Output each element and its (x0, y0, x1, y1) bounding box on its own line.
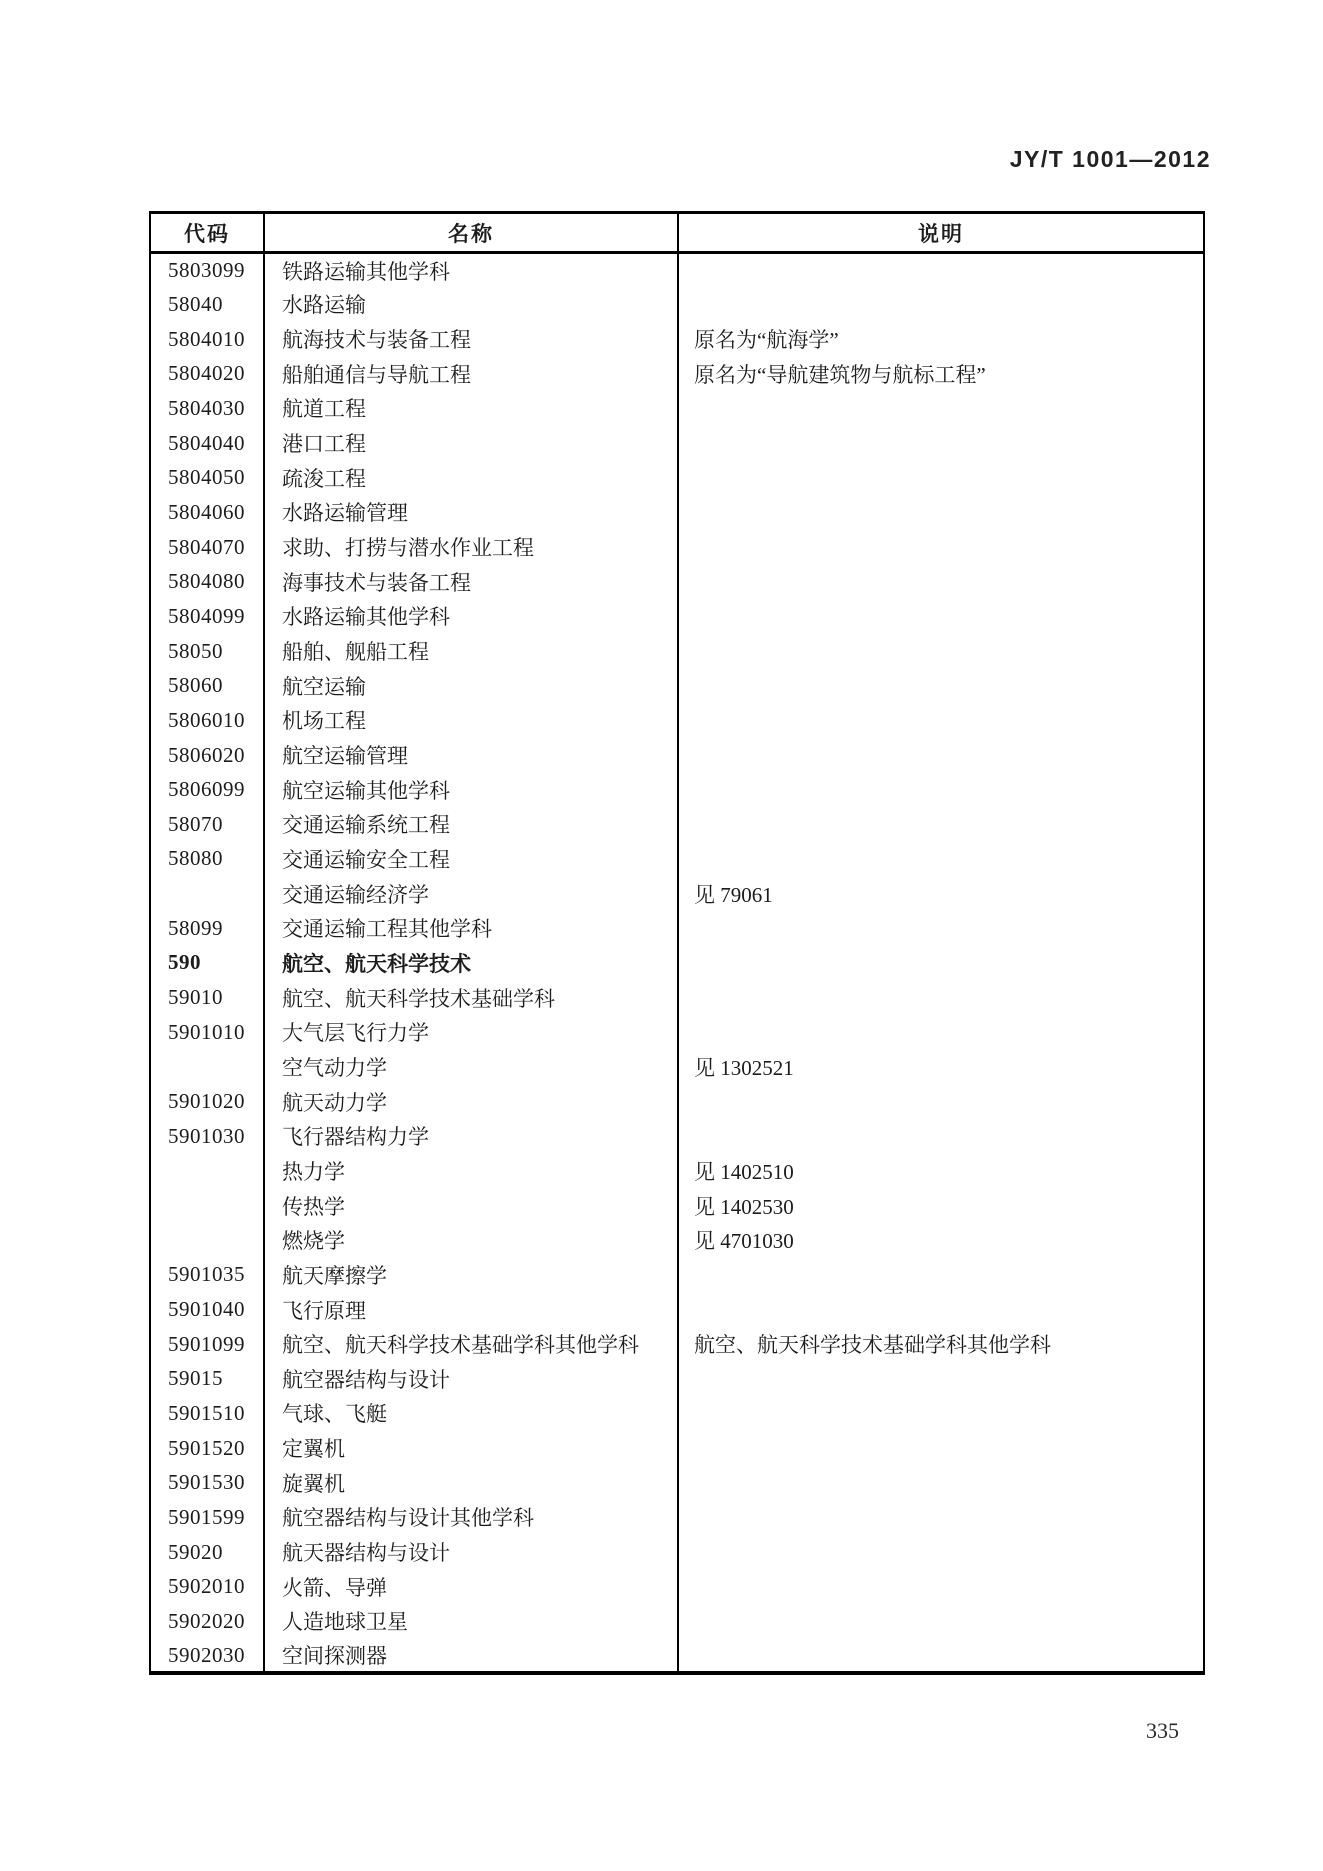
name-cell: 空间探测器 (264, 1639, 678, 1674)
name-cell: 传热学 (264, 1188, 678, 1223)
table-row (150, 703, 1204, 738)
note-cell (678, 1604, 1204, 1639)
name-cell: 航天摩擦学 (264, 1258, 678, 1293)
code-cell: 5804060 (168, 499, 245, 524)
note-cell (678, 1431, 1204, 1466)
name-cell: 航天动力学 (264, 1084, 678, 1119)
note-cell (678, 1465, 1204, 1500)
table-row (150, 1154, 1204, 1189)
name-cell: 航空器结构与设计其他学科 (264, 1500, 678, 1535)
table-row (150, 876, 1204, 911)
name-cell: 热力学 (264, 1154, 678, 1189)
note-cell (678, 599, 1204, 634)
code-cell: 59010 (168, 985, 223, 1010)
code-cell: 590 (168, 950, 201, 975)
code-cell: 5901530 (168, 1470, 245, 1495)
table-row (150, 530, 1204, 565)
name-cell: 航空运输管理 (264, 738, 678, 773)
table-row (150, 322, 1204, 357)
name-cell: 航空器结构与设计 (264, 1362, 678, 1397)
name-cell: 港口工程 (264, 426, 678, 461)
note-cell (678, 738, 1204, 773)
table-row (150, 911, 1204, 946)
name-cell: 大气层飞行力学 (264, 1015, 678, 1050)
name-cell: 人造地球卫星 (264, 1604, 678, 1639)
code-cell: 5901599 (168, 1504, 245, 1529)
name-cell: 水路运输 (264, 287, 678, 322)
table-row (150, 1604, 1204, 1639)
note-cell (678, 703, 1204, 738)
note-cell: 原名为“导航建筑物与航标工程” (678, 356, 1204, 391)
code-cell (150, 876, 264, 911)
note-cell: 见 1302521 (678, 1050, 1204, 1085)
name-cell: 机场工程 (264, 703, 678, 738)
name-cell: 飞行原理 (264, 1292, 678, 1327)
note-cell (678, 1258, 1204, 1293)
code-cell: 5804099 (168, 603, 245, 628)
note-cell (678, 1292, 1204, 1327)
table-row (150, 1465, 1204, 1500)
note-cell (678, 772, 1204, 807)
code-cell: 5902010 (168, 1574, 245, 1599)
table-row (150, 599, 1204, 634)
note-cell (678, 1119, 1204, 1154)
table-row (150, 1119, 1204, 1154)
table-row (150, 495, 1204, 530)
name-cell: 航海技术与装备工程 (264, 322, 678, 357)
code-cell: 58080 (168, 846, 223, 871)
table-row (150, 980, 1204, 1015)
code-cell: 58060 (168, 673, 223, 698)
name-cell: 海事技术与装备工程 (264, 564, 678, 599)
table-row (150, 634, 1204, 669)
code-cell (150, 1188, 264, 1223)
table-row (150, 1258, 1204, 1293)
table-row (150, 1084, 1204, 1119)
code-cell: 5804030 (168, 395, 245, 420)
note-cell (678, 391, 1204, 426)
code-cell: 5901030 (168, 1123, 245, 1148)
note-cell: 见 4701030 (678, 1223, 1204, 1258)
note-cell: 航空、航天科学技术基础学科其他学科 (678, 1327, 1204, 1362)
code-cell: 5803099 (168, 258, 245, 283)
col-header-note: 说明 (678, 213, 1204, 253)
table-row (150, 1639, 1204, 1674)
code-cell: 5901020 (168, 1089, 245, 1114)
note-cell (678, 1500, 1204, 1535)
table-row (150, 1223, 1204, 1258)
code-cell: 5902020 (168, 1608, 245, 1633)
name-cell: 船舶、舰船工程 (264, 634, 678, 669)
name-cell: 气球、飞艇 (264, 1396, 678, 1431)
table-body (150, 253, 1204, 1674)
name-cell: 航空运输 (264, 668, 678, 703)
name-cell: 交通运输系统工程 (264, 807, 678, 842)
table-row (150, 1292, 1204, 1327)
note-cell (678, 564, 1204, 599)
table-row (150, 668, 1204, 703)
code-cell: 58050 (168, 638, 223, 663)
name-cell: 飞行器结构力学 (264, 1119, 678, 1154)
table-row (150, 1396, 1204, 1431)
note-cell (678, 253, 1204, 288)
name-cell: 交通运输安全工程 (264, 842, 678, 877)
name-cell: 船舶通信与导航工程 (264, 356, 678, 391)
note-cell (678, 1396, 1204, 1431)
col-header-code: 代码 (150, 213, 264, 253)
note-cell (678, 842, 1204, 877)
code-cell: 5806020 (168, 742, 245, 767)
note-cell (678, 946, 1204, 981)
name-cell: 航空运输其他学科 (264, 772, 678, 807)
code-cell (150, 1050, 264, 1085)
name-cell: 旋翼机 (264, 1465, 678, 1500)
code-cell: 5806010 (168, 707, 245, 732)
code-cell: 58099 (168, 915, 223, 940)
page-number: 335 (1146, 1718, 1179, 1743)
name-cell: 水路运输其他学科 (264, 599, 678, 634)
name-cell: 航空、航天科学技术 (264, 946, 678, 981)
code-cell: 5804040 (168, 430, 245, 455)
name-cell: 燃烧学 (264, 1223, 678, 1258)
note-cell (678, 1084, 1204, 1119)
table-row (150, 772, 1204, 807)
name-cell: 航天器结构与设计 (264, 1535, 678, 1570)
code-cell: 5806099 (168, 777, 245, 802)
name-cell: 定翼机 (264, 1431, 678, 1466)
table-row (150, 807, 1204, 842)
table-row (150, 1431, 1204, 1466)
note-cell (678, 1362, 1204, 1397)
code-cell: 58040 (168, 291, 223, 316)
table-row (150, 356, 1204, 391)
code-cell: 5901099 (168, 1331, 245, 1356)
table-row (150, 842, 1204, 877)
name-cell: 航空、航天科学技术基础学科 (264, 980, 678, 1015)
table-row (150, 1362, 1204, 1397)
code-cell: 5901035 (168, 1262, 245, 1287)
code-cell (150, 1223, 264, 1258)
code-cell: 5901510 (168, 1400, 245, 1425)
code-cell: 5804080 (168, 569, 245, 594)
table-row (150, 253, 1204, 288)
name-cell: 交通运输工程其他学科 (264, 911, 678, 946)
table-row (150, 426, 1204, 461)
table-row (150, 391, 1204, 426)
discipline-code-table (149, 211, 1205, 1675)
note-cell (678, 980, 1204, 1015)
name-cell: 火箭、导弹 (264, 1569, 678, 1604)
table-row (150, 1015, 1204, 1050)
table-row (150, 1327, 1204, 1362)
name-cell: 空气动力学 (264, 1050, 678, 1085)
note-cell (678, 1639, 1204, 1674)
doc-number: JY/T 1001—2012 (1009, 146, 1211, 172)
table-row (150, 1188, 1204, 1223)
note-cell (678, 1015, 1204, 1050)
name-cell: 求助、打捞与潜水作业工程 (264, 530, 678, 565)
code-cell: 58070 (168, 811, 223, 836)
code-cell: 5804050 (168, 465, 245, 490)
note-cell (678, 668, 1204, 703)
code-cell (150, 1154, 264, 1189)
name-cell: 交通运输经济学 (264, 876, 678, 911)
name-cell: 铁路运输其他学科 (264, 253, 678, 288)
code-cell: 5804070 (168, 534, 245, 559)
table-header-row (150, 213, 1204, 253)
note-cell (678, 634, 1204, 669)
table-row (150, 460, 1204, 495)
note-cell (678, 460, 1204, 495)
note-cell (678, 1535, 1204, 1570)
table-row (150, 564, 1204, 599)
note-cell (678, 530, 1204, 565)
table-row (150, 1569, 1204, 1604)
code-cell: 59015 (168, 1366, 223, 1391)
code-cell: 5902030 (168, 1642, 245, 1667)
name-cell: 疏浚工程 (264, 460, 678, 495)
note-cell (678, 287, 1204, 322)
note-cell (678, 911, 1204, 946)
note-cell: 见 1402530 (678, 1188, 1204, 1223)
note-cell: 见 79061 (678, 876, 1204, 911)
col-header-name: 名称 (264, 213, 678, 253)
name-cell: 水路运输管理 (264, 495, 678, 530)
code-cell: 59020 (168, 1539, 223, 1564)
name-cell: 航道工程 (264, 391, 678, 426)
table-row (150, 738, 1204, 773)
code-cell: 5901520 (168, 1435, 245, 1460)
code-cell: 5804020 (168, 361, 245, 386)
note-cell: 见 1402510 (678, 1154, 1204, 1189)
table-row (150, 946, 1204, 981)
code-cell: 5901010 (168, 1019, 245, 1044)
note-cell: 原名为“航海学” (678, 322, 1204, 357)
note-cell (678, 426, 1204, 461)
note-cell (678, 495, 1204, 530)
name-cell: 航空、航天科学技术基础学科其他学科 (264, 1327, 678, 1362)
note-cell (678, 1569, 1204, 1604)
code-cell: 5804010 (168, 326, 245, 351)
table-row (150, 1535, 1204, 1570)
table-row (150, 1050, 1204, 1085)
table-row (150, 287, 1204, 322)
code-cell: 5901040 (168, 1297, 245, 1322)
note-cell (678, 807, 1204, 842)
table-row (150, 1500, 1204, 1535)
